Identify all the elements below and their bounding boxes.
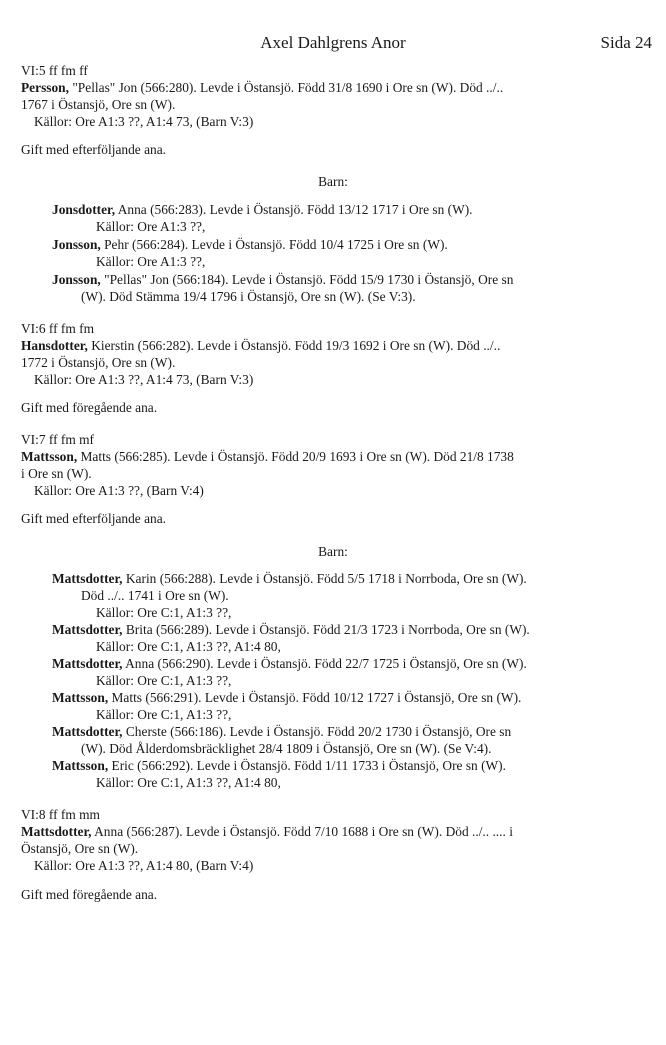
- entry-sources: Källor: Ore A1:3 ??, A1:4 73, (Barn V:3): [34, 372, 254, 387]
- child-surname: Mattsdotter,: [52, 571, 123, 586]
- child-sources: Källor: Ore C:1, A1:3 ??, A1:4 80,: [96, 775, 281, 790]
- child-sources: Källor: Ore A1:3 ??,: [96, 219, 206, 234]
- entry-marriage: Gift med efterföljande ana.: [21, 142, 166, 157]
- child-text: Eric (566:292). Levde i Östansjö. Född 1/11 1733 i Östansjö, Ore sn (W).: [108, 758, 506, 773]
- entry-sources: Källor: Ore A1:3 ??, (Barn V:4): [34, 483, 204, 498]
- entry-text: Anna (566:287). Levde i Östansjö. Född 7/10 1688 i Ore sn (W). Död ../.. .... i: [91, 824, 513, 839]
- entry-line-cont: Östansjö, Ore sn (W).: [21, 841, 139, 856]
- page-header-title: Axel Dahlgrens Anor: [260, 33, 406, 52]
- child-surname: Mattsson,: [52, 758, 109, 773]
- child-surname: Mattsdotter,: [52, 622, 123, 637]
- entry-surname: Persson,: [21, 80, 69, 95]
- child-surname: Mattsdotter,: [52, 724, 123, 739]
- children-heading: Barn:: [318, 544, 348, 559]
- child-line-cont: Död ../.. 1741 i Ore sn (W).: [81, 588, 229, 603]
- child-line: [52, 689, 521, 706]
- child-line: [52, 723, 511, 740]
- entry-line: [21, 79, 503, 96]
- child-line: [52, 570, 527, 587]
- entry-surname: Mattsdotter,: [21, 824, 92, 839]
- child-text: Karin (566:288). Levde i Östansjö. Född 5/5 1718 i Norrboda, Ore sn (W).: [122, 571, 527, 586]
- child-sources: Källor: Ore C:1, A1:3 ??,: [96, 605, 232, 620]
- child-line: [52, 201, 473, 218]
- child-text: "Pellas" Jon (566:184). Levde i Östansjö. Född 15/9 1730 i Östansjö, Ore sn: [100, 272, 514, 287]
- entry-marriage: Gift med föregående ana.: [21, 887, 158, 902]
- entry-marriage: Gift med efterföljande ana.: [21, 511, 166, 526]
- entry-sources: Källor: Ore A1:3 ??, A1:4 80, (Barn V:4): [34, 858, 254, 873]
- child-surname: Jonsson,: [52, 272, 101, 287]
- entry-code: VI:5 ff fm ff: [21, 63, 88, 78]
- children-heading: Barn:: [318, 174, 348, 189]
- entry-code: VI:7 ff fm mf: [21, 432, 95, 447]
- entry-surname: Mattsson,: [21, 449, 78, 464]
- child-text: Cherste (566:186). Levde i Östansjö. Född 20/2 1730 i Östansjö, Ore sn: [122, 724, 512, 739]
- child-line: [52, 757, 506, 774]
- entry-line: [21, 448, 514, 465]
- child-line-cont: (W). Död Ålderdomsbräcklighet 28/4 1809 i Östansjö, Ore sn (W). (Se V:4).: [81, 741, 492, 756]
- child-surname: Jonsdotter,: [52, 202, 116, 217]
- child-line: [52, 655, 527, 672]
- entry-line: [21, 337, 500, 354]
- child-text: Matts (566:291). Levde i Östansjö. Född 10/12 1727 i Östansjö, Ore sn (W).: [108, 690, 522, 705]
- entry-line-cont: 1772 i Östansjö, Ore sn (W).: [21, 355, 176, 370]
- entry-sources: Källor: Ore A1:3 ??, A1:4 73, (Barn V:3): [34, 114, 254, 129]
- child-surname: Mattsdotter,: [52, 656, 123, 671]
- page-number: Sida 24: [600, 33, 652, 52]
- child-line: [52, 621, 530, 638]
- entry-text: Matts (566:285). Levde i Östansjö. Född 20/9 1693 i Ore sn (W). Död 21/8 1738: [77, 449, 514, 464]
- child-sources: Källor: Ore A1:3 ??,: [96, 254, 206, 269]
- entry-line-cont: i Ore sn (W).: [21, 466, 92, 481]
- child-text: Anna (566:290). Levde i Östansjö. Född 22/7 1725 i Östansjö, Ore sn (W).: [122, 656, 527, 671]
- entry-text: "Pellas" Jon (566:280). Levde i Östansjö. Född 31/8 1690 i Ore sn (W). Död ../..: [68, 80, 504, 95]
- child-sources: Källor: Ore C:1, A1:3 ??,: [96, 707, 232, 722]
- entry-surname: Hansdotter,: [21, 338, 88, 353]
- child-sources: Källor: Ore C:1, A1:3 ??, A1:4 80,: [96, 639, 281, 654]
- child-text: Brita (566:289). Levde i Östansjö. Född 21/3 1723 i Norrboda, Ore sn (W).: [122, 622, 530, 637]
- child-text: Anna (566:283). Levde i Östansjö. Född 13/12 1717 i Ore sn (W).: [115, 202, 473, 217]
- entry-code: VI:8 ff fm mm: [21, 807, 100, 822]
- entry-line: [21, 823, 513, 840]
- child-surname: Mattsson,: [52, 690, 109, 705]
- entry-text: Kierstin (566:282). Levde i Östansjö. Född 19/3 1692 i Ore sn (W). Död ../..: [87, 338, 501, 353]
- entry-marriage: Gift med föregående ana.: [21, 400, 158, 415]
- child-line-cont: (W). Död Stämma 19/4 1796 i Östansjö, Ore sn (W). (Se V:3).: [81, 289, 416, 304]
- child-line: [52, 271, 513, 288]
- child-line: [52, 236, 448, 253]
- child-sources: Källor: Ore C:1, A1:3 ??,: [96, 673, 232, 688]
- child-text: Pehr (566:284). Levde i Östansjö. Född 10/4 1725 i Ore sn (W).: [100, 237, 448, 252]
- entry-code: VI:6 ff fm fm: [21, 321, 95, 336]
- entry-line-cont: 1767 i Östansjö, Ore sn (W).: [21, 97, 176, 112]
- child-surname: Jonsson,: [52, 237, 101, 252]
